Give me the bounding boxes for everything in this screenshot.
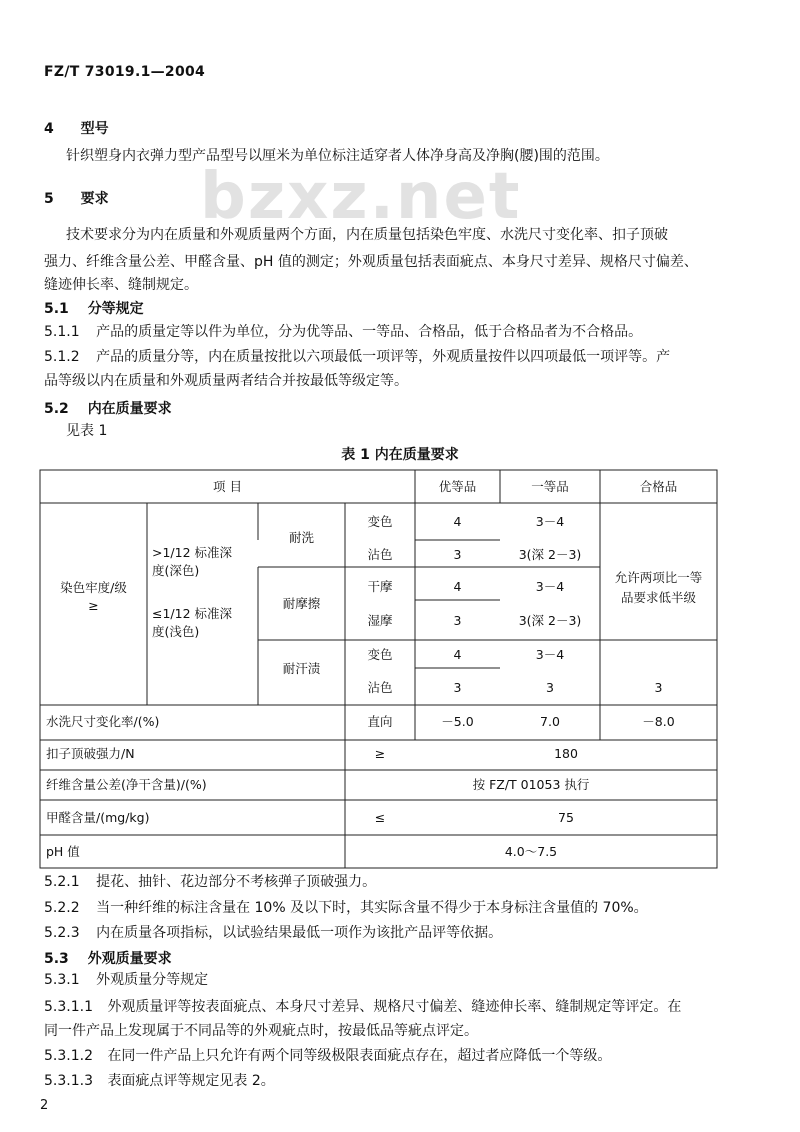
table-header-item: 项 目	[213, 479, 242, 494]
table-header-grade1: 优等品	[438, 479, 477, 494]
section-number: 5.3	[44, 951, 69, 967]
table-1-caption: 表 1 内在质量要求	[341, 447, 459, 463]
depth-condition-4: 度(浅色)	[152, 624, 200, 639]
section-title: 分等规定	[87, 301, 144, 317]
clause-title: 外观质量分等规定	[96, 972, 209, 988]
row6-sub: 沾色	[367, 680, 393, 695]
table-header-grade2: 一等品	[531, 479, 569, 494]
section-title: 要求	[80, 191, 109, 207]
depth-condition-2: 度(深色)	[152, 563, 200, 578]
section-5-body-line3: 缝迹伸长率、缝制规定。	[44, 277, 198, 293]
row6-grade1: 3	[453, 680, 462, 695]
row4-sub: 湿摩	[367, 613, 393, 628]
button-strength-label: 扣子顶破强力/N	[46, 746, 135, 761]
row4-grade1: 3	[453, 613, 462, 628]
clause-number: 5.3.1.3	[44, 1073, 93, 1089]
clause-number: 5.3.1.2	[44, 1048, 93, 1064]
clause-number: 5.2.1	[44, 874, 80, 890]
row1-grade2: 3－4	[535, 514, 565, 529]
row5-grade1: 4	[453, 647, 462, 662]
clause-5-2-2	[44, 895, 648, 922]
row1-sub: 变色	[367, 514, 393, 529]
watermark-text: bzxz.net	[200, 160, 522, 234]
clause-5-2-3	[44, 920, 502, 947]
ph-value: 4.0～7.5	[504, 844, 558, 859]
merged-grade3-note-2: 品要求低半级	[620, 590, 696, 605]
shrink-sub: 直向	[367, 714, 393, 729]
clause-text: 产品的质量分等，内在质量按批以六项最低一项评等，外观质量按件以四项最低一项评等。产	[96, 349, 671, 365]
see-table-1: 见表 1	[66, 423, 108, 439]
button-strength-value: 180	[554, 746, 578, 761]
formaldehyde-value: 75	[558, 810, 574, 825]
clause-text: 内在质量各项指标，以试验结果最低一项作为该批产品评等依据。	[96, 925, 503, 941]
shrink-grade2: 7.0	[540, 714, 560, 729]
sweat-label: 耐汗渍	[282, 661, 321, 676]
shrink-label: 水洗尺寸变化率/(%)	[46, 714, 160, 729]
row2-sub: 沾色	[367, 547, 393, 562]
section-title: 内在质量要求	[87, 401, 172, 417]
clause-number: 5.1.1	[44, 324, 80, 340]
row2-grade1: 3	[453, 547, 462, 562]
section-number: 5.2	[44, 401, 69, 417]
clause-text: 表面疵点评等规定见表 2。	[107, 1073, 275, 1089]
clause-5-3-1	[44, 967, 208, 994]
section-4-body: 针织塑身内衣弹力型产品型号以厘米为单位标注适穿者人体净身高及净胸(腰)围的范围。	[66, 148, 609, 164]
fiber-content-label: 纤维含量公差(净干含量)/(%)	[46, 777, 207, 792]
clause-number: 5.3.1.1	[44, 999, 93, 1015]
clause-5-3-1-1-line1	[44, 994, 681, 1021]
formaldehyde-op: ≤	[374, 810, 386, 825]
wash-label: 耐洗	[288, 530, 314, 545]
clause-text: 外观质量评等按表面疵点、本身尺寸差异、规格尺寸偏差、缝迹伸长率、缝制规定等评定。在	[107, 999, 682, 1015]
ph-label: pH 值	[46, 844, 80, 859]
section-title: 外观质量要求	[87, 951, 172, 967]
clause-5-3-1-3	[44, 1068, 275, 1095]
clause-number: 5.1.2	[44, 349, 80, 365]
depth-condition-3: ≤1/12 标准深	[152, 606, 233, 621]
fiber-content-value: 按 FZ/T 01053 执行	[472, 777, 590, 792]
dye-fastness-op: ≥	[88, 598, 99, 613]
row4-grade2: 3(深 2－3)	[518, 613, 582, 628]
rub-label: 耐摩擦	[282, 596, 321, 611]
formaldehyde-label: 甲醛含量/(mg/kg)	[46, 810, 150, 825]
section-title: 型号	[80, 121, 109, 137]
section-number: 5	[44, 191, 54, 207]
row5-sub: 变色	[367, 647, 393, 662]
depth-condition-1: >1/12 标准深	[152, 545, 233, 560]
clause-5-3-1-1-line2: 同一件产品上发现属于不同品等的外观疵点时，按最低品等疵点评定。	[44, 1023, 478, 1039]
row1-grade1: 4	[453, 514, 462, 529]
merged-grade3-note-1: 允许两项比一等	[614, 570, 703, 585]
shrink-grade1: －5.0	[441, 714, 474, 729]
page-number: 2	[40, 1098, 49, 1113]
clause-5-2-1	[44, 869, 376, 896]
clause-5-1-2-line2: 品等级以内在质量和外观质量两者结合并按最低等级定等。	[44, 373, 408, 389]
row6-grade2: 3	[546, 680, 554, 695]
section-number: 4	[44, 121, 54, 137]
section-5-body-line2: 强力、纤维含量公差、甲醛含量、pH 值的测定；外观质量包括表面疵点、本身尺寸差异、规格尺寸偏差、	[44, 254, 698, 270]
clause-text: 提花、抽针、花边部分不考核弹子顶破强力。	[96, 874, 377, 890]
shrink-grade3: －8.0	[642, 714, 675, 729]
clause-number: 5.2.2	[44, 900, 80, 916]
row6-grade3: 3	[654, 680, 663, 695]
dye-fastness-label: 染色牢度/级	[60, 580, 127, 595]
row3-sub: 干摩	[367, 579, 393, 594]
section-5-3-heading	[44, 948, 172, 968]
row3-grade2: 3－4	[535, 579, 565, 594]
section-5-body-line1: 技术要求分为内在质量和外观质量两个方面，内在质量包括染色牢度、水洗尺寸变化率、扣子顶破	[66, 227, 668, 243]
row5-grade2: 3－4	[535, 647, 565, 662]
clause-number: 5.2.3	[44, 925, 80, 941]
row2-grade2: 3(深 2－3)	[518, 547, 582, 562]
clause-text: 当一种纤维的标注含量在 10% 及以下时，其实际含量不得少于本身标注含量值的 70%。	[96, 900, 648, 916]
row3-grade1: 4	[453, 579, 462, 594]
clause-5-3-1-2	[44, 1043, 611, 1070]
standard-number: FZ/T 73019.1—2004	[44, 64, 206, 80]
table-header-grade3: 合格品	[639, 479, 678, 494]
clause-text: 在同一件产品上只允许有两个同等级极限表面疵点存在，超过者应降低一个等级。	[107, 1048, 612, 1064]
section-number: 5.1	[44, 301, 69, 317]
clause-text: 产品的质量定等以件为单位，分为优等品、一等品、合格品，低于合格品者为不合格品。	[96, 324, 643, 340]
clause-number: 5.3.1	[44, 972, 80, 988]
button-strength-op: ≥	[374, 746, 386, 761]
